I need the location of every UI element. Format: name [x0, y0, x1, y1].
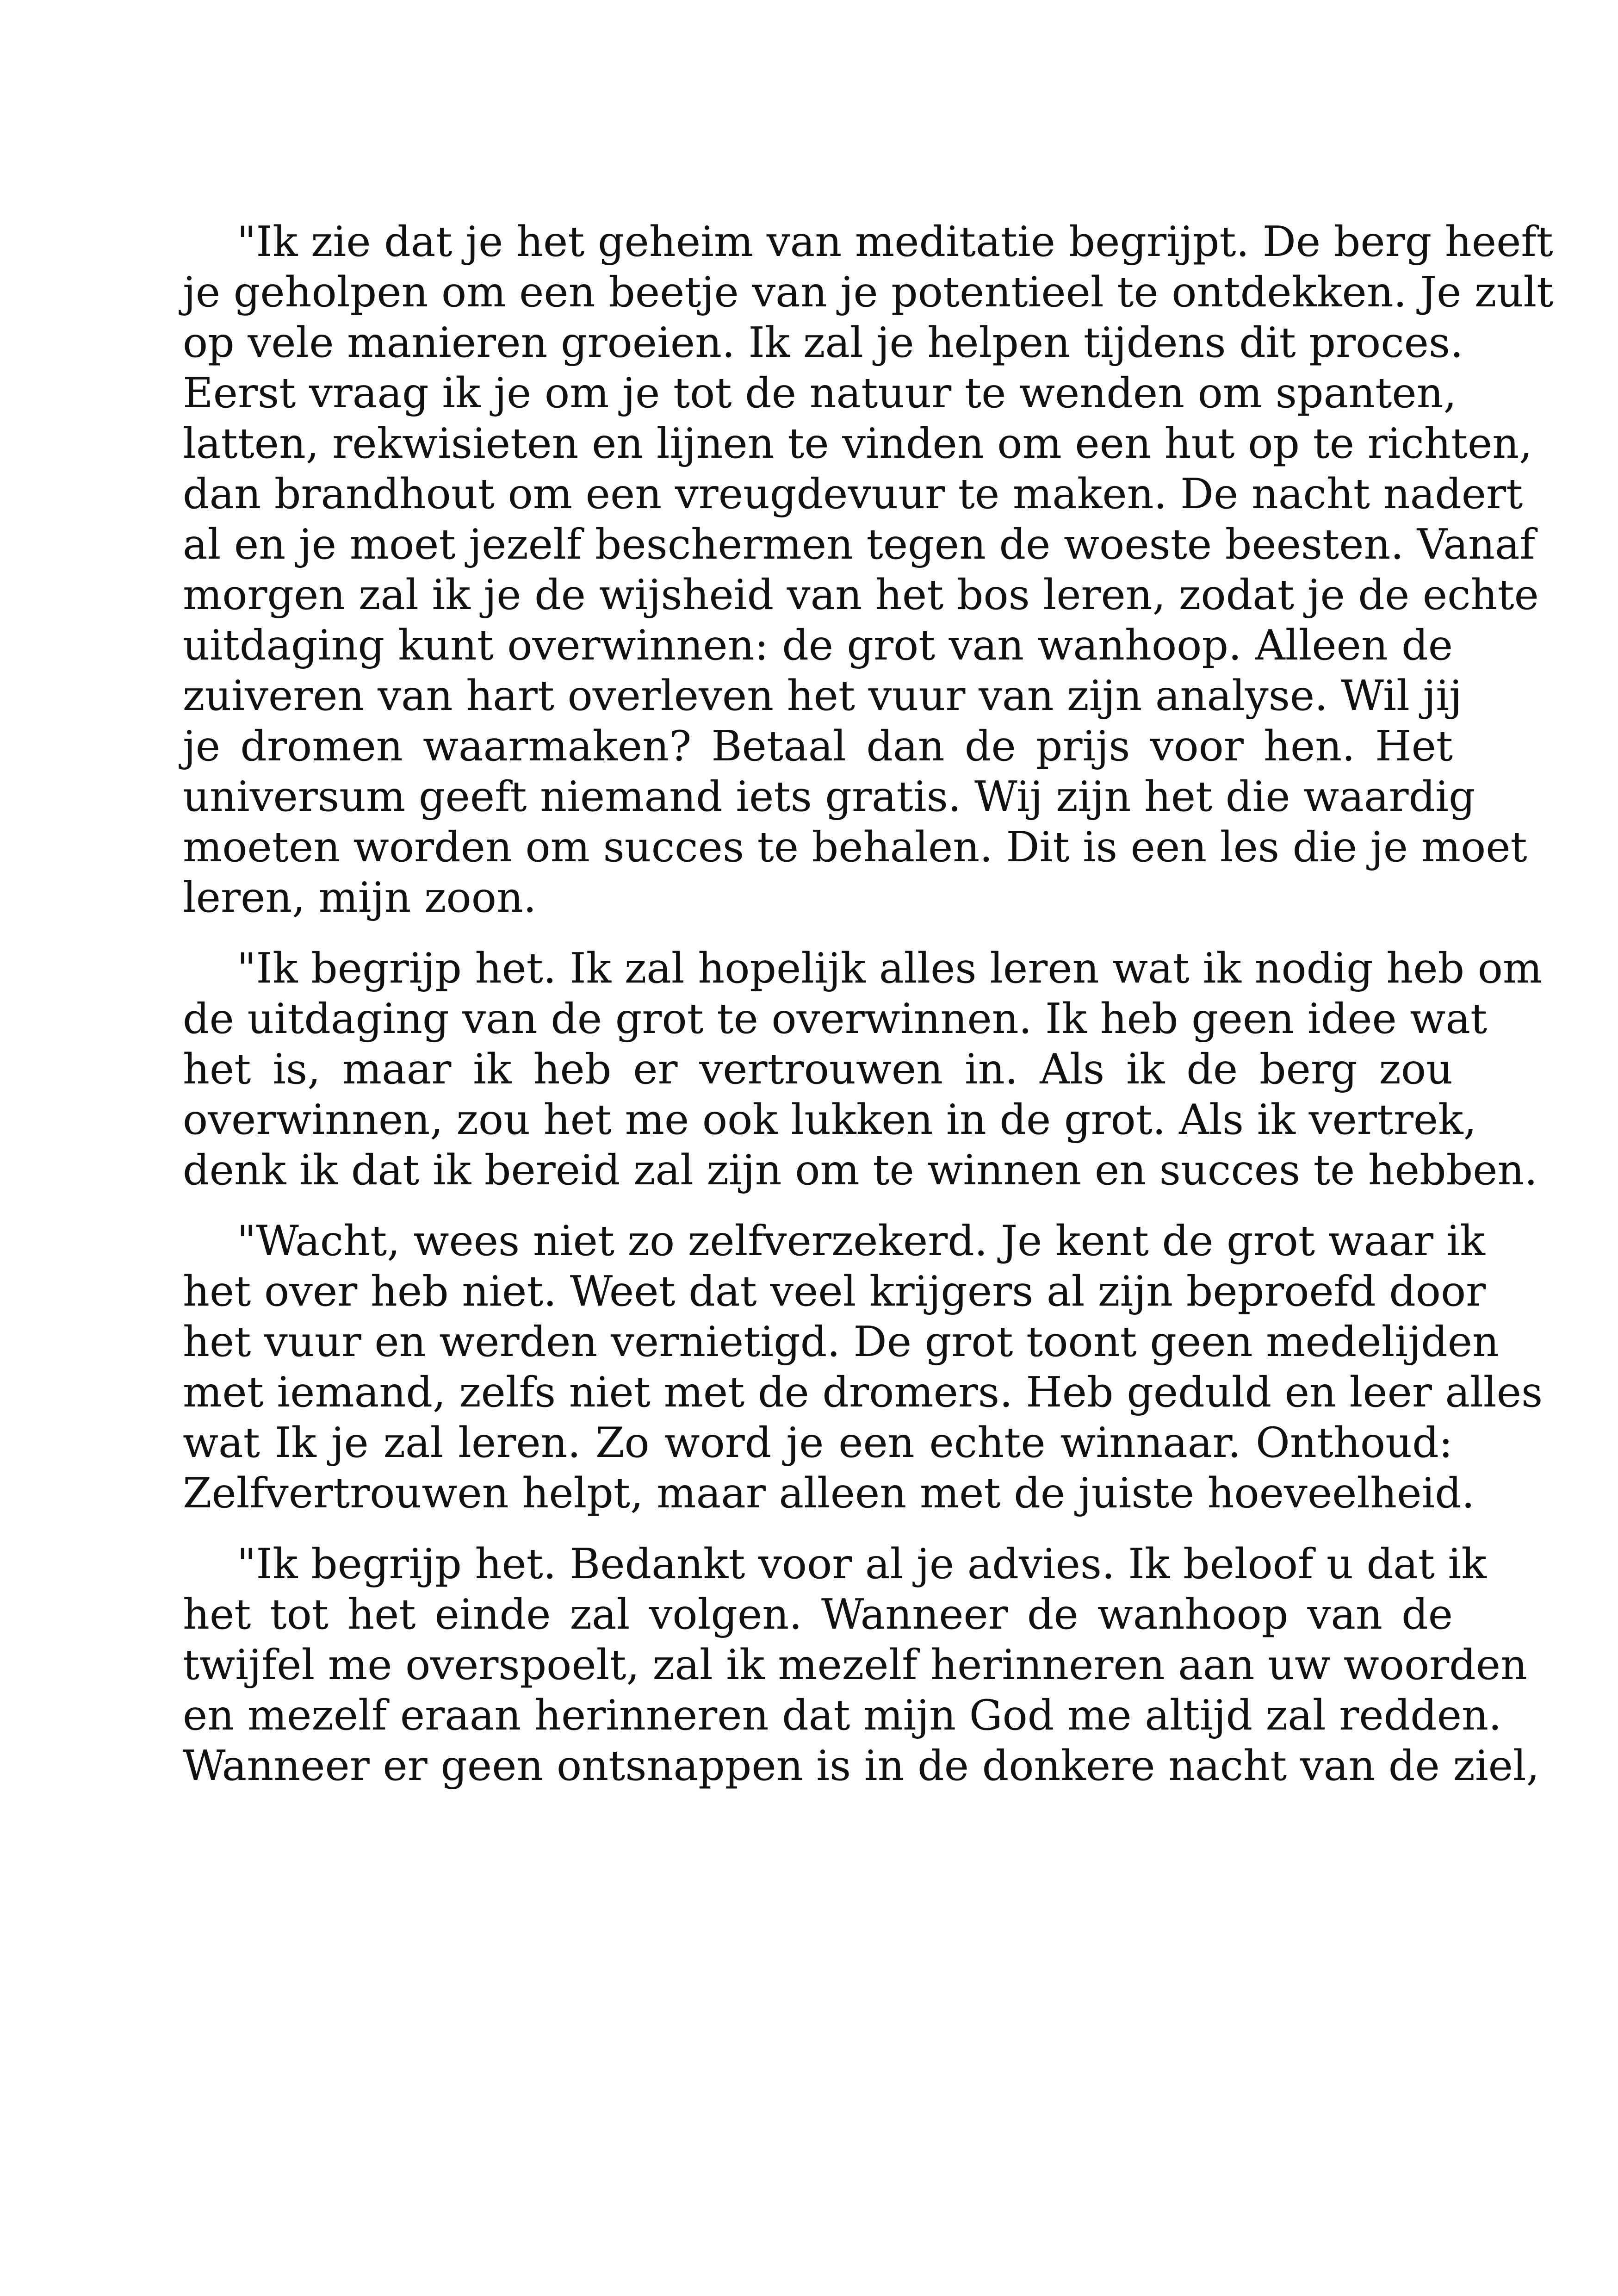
paragraph-3: [183, 1216, 1543, 1518]
text-line: Wanneer er geen ontsnappen is in de donkere nacht van de ziel,: [183, 1742, 1540, 1790]
text-line: op vele manieren groeien. Ik zal je helpen tijdens dit proces.: [183, 318, 1463, 367]
text-line: je dromen waarmaken? Betaal dan de prijs voor hen. Het: [183, 722, 1453, 771]
text-line: "Ik begrijp het. Ik zal hopelijk alles leren wat ik nodig heb om: [237, 944, 1543, 993]
text-line: je geholpen om een beetje van je potentieel te ontdekken. Je zult: [183, 268, 1554, 317]
text-line: het is, maar ik heb er vertrouwen in. Als ik de berg zou: [183, 1045, 1453, 1094]
text-line: morgen zal ik je de wijsheid van het bos leren, zodat je de echte: [183, 571, 1539, 619]
text-line: dan brandhout om een vreugdevuur te maken. De nacht nadert: [183, 470, 1523, 518]
paragraph-1: [183, 217, 1554, 923]
text-line: zuiveren van hart overleven het vuur van zijn analyse. Wil jij: [183, 672, 1463, 720]
text-line: Eerst vraag ik je om je tot de natuur te wenden om spanten,: [183, 369, 1457, 417]
paragraph-2: [183, 943, 1543, 1195]
text-line: denk ik dat ik bereid zal zijn om te winnen en succes te hebben.: [183, 1146, 1538, 1195]
text-line: "Ik zie dat je het geheim van meditatie begrijpt. De berg heeft: [237, 218, 1553, 266]
text-line: uitdaging kunt overwinnen: de grot van wanhoop. Alleen de: [183, 621, 1453, 670]
body-text: [183, 217, 1554, 1791]
text-line: overwinnen, zou het me ook lukken in de grot. Als ik vertrek,: [183, 1095, 1477, 1144]
text-line: al en je moet jezelf beschermen tegen de woeste beesten. Vanaf: [183, 520, 1535, 569]
text-line: wat Ik je zal leren. Zo word je een echte winnaar. Onthoud:: [183, 1419, 1453, 1467]
text-line: de uitdaging van de grot te overwinnen. Ik heb geen idee wat: [183, 995, 1488, 1043]
text-line: het tot het einde zal volgen. Wanneer de wanhoop van de: [183, 1590, 1453, 1639]
text-line: en mezelf eraan herinneren dat mijn God me altijd zal redden.: [183, 1691, 1502, 1740]
text-line: "Wacht, wees niet zo zelfverzekerd. Je kent de grot waar ik: [237, 1217, 1485, 1265]
text-line: "Ik begrijp het. Bedankt voor al je advies. Ik beloof u dat ik: [237, 1540, 1487, 1588]
text-line: leren, mijn zoon.: [183, 873, 537, 922]
text-line: Zelfvertrouwen helpt, maar alleen met de juiste hoeveelheid.: [183, 1469, 1475, 1518]
text-line: het over heb niet. Weet dat veel krijgers al zijn beproefd door: [183, 1267, 1486, 1316]
paragraph-4: [183, 1539, 1540, 1791]
text-line: universum geeft niemand iets gratis. Wij zijn het die waardig: [183, 772, 1475, 821]
text-line: met iemand, zelfs niet met de dromers. Heb geduld en leer alles: [183, 1368, 1543, 1417]
text-line: twijfel me overspoelt, zal ik mezelf herinneren aan uw woorden: [183, 1641, 1528, 1689]
text-line: het vuur en werden vernietigd. De grot toont geen medelijden: [183, 1318, 1499, 1366]
text-line: moeten worden om succes te behalen. Dit is een les die je moet: [183, 823, 1527, 871]
text-line: latten, rekwisieten en lijnen te vinden om een hut op te richten,: [183, 419, 1532, 468]
